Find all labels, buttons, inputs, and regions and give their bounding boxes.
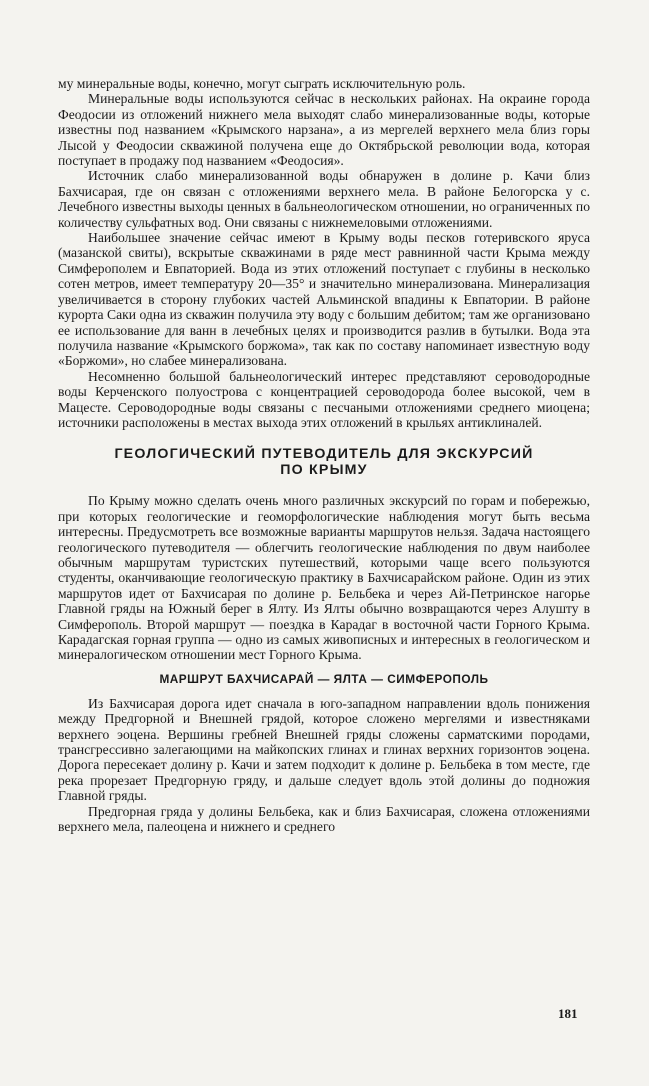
paragraph-excursions-intro: По Крыму можно сделать очень много различных экскурсий по горам и побережью, при которых геологические и геоморфологические наблюдения могут быть весьма интересны. Предусмотреть все возможные варианты маршрутов нельзя. Задача настоящего геологического путеводителя — облегчить геологические наблюдения по двум наиболее обычным маршрутам туристских путешествий, которыми чаще всего пользуются студенты, оканчивающие геологическую практику в Бахчисарайском районе. Один из этих маршрутов идет от Бахчисарая по долине р. Бельбека и через Ай-Петринское нагорье Главной гряды на Южный берег в Ялту. Из Ялты обычно возвращаются через Алушту в Симферополь. Второй маршрут — поездка в Карадаг в восточной части Горного Крыма. Карадагская горная группа — одно из самых живописных и интересных в геологическом и минералогическом отношении мест Горного Крыма. xyxy=(58,493,590,663)
page-number: 181 xyxy=(558,1006,578,1021)
paragraph-hauterivian-waters: Наибольшее значение сейчас имеют в Крыму воды песков готеривского яруса (мазанской свиты), вскрытые скважинами в ряде мест равнинной части Крыма между Симферополем и Евпаторией. Вода из этих отложений поступает с глубины в несколько сотен метров, имеет температуру 20—35° и значительно минерализована. Минерализация увеличивается в сторону глубоких частей Альминской впадины к Евпатории. В районе курорта Саки одна из скважин получила эту воду с большим дебитом; там же организовано ее использование для ванн в лечебных целях и производится разлив в бутылки. Вода эта получила название «Крымского боржома», так как по составу напоминает известную воду «Боржоми», но слабее минерализована. xyxy=(58,230,590,369)
paragraph-kacha-source: Источник слабо минерализованной воды обнаружен в долине р. Качи близ Бахчисарая, где он связан с отложениями верхнего мела. В районе Белогорска у с. Лечебного известны выходы ценных в бальнеологическом отношении, но ограниченных по количеству сульфатных вод. Они связаны с нижнемеловыми отложениями. xyxy=(58,168,590,230)
section-title xyxy=(58,446,590,478)
paragraph-route-description: Из Бахчисарая дорога идет сначала в юго-западном направлении вдоль понижения между Предгорной и Внешней грядой, которое сложено мергелями и известняками верхнего эоцена. Вершины гребней Внешней гряды сложены сарматскими породами, трансгрессивно залегающими на майкопских глинах и глинах верхних горизонтов эоцена. Дорога пересекает долину р. Качи и затем подходит к долине р. Бельбека в том месте, где река прорезает Предгорную гряду, и дальше следует вдоль этой долины до подножия Главной гряды. xyxy=(58,695,590,804)
paragraph-hydrogen-sulfide-waters: Несомненно большой бальнеологический интерес представляют сероводородные воды Керченского полуострова с концентрацией сероводорода более высокой, чем в Мацесте. Сероводородные воды связаны с песчаными отложениями среднего миоцена; источники расположены в местах выхода этих отложений в крыльях антиклиналей. xyxy=(58,368,590,430)
subsection-title: МАРШРУТ БАХЧИСАРАЙ — ЯЛТА — СИМФЕРОПОЛЬ xyxy=(159,671,489,686)
document-page xyxy=(58,76,590,834)
paragraph-mineral-waters: Минеральные воды используются сейчас в нескольких районах. На окраине города Феодосии из отложений нижнего мела выходят слабо минерализованные воды, которые известны под названием «Крымского нарзана», а из мергелей верхнего мела близ горы Лысой у Феодосии скважиной получена еще до Октябрьской революции вода, которая поступает в продажу под названием «Феодосия». xyxy=(58,91,590,169)
section-title-line2: ПО КРЫМУ xyxy=(280,462,368,479)
paragraph-foothill-ridge: Предгорная гряда у долины Бельбека, как и близ Бахчисарая, сложена отложениями верхнего мела, палеоцена и нижнего и среднего xyxy=(58,803,590,835)
paragraph-continuation: му минеральные воды, конечно, могут сыграть исключительную роль. xyxy=(58,76,466,91)
section-title-line1: ГЕОЛОГИЧЕСКИЙ ПУТЕВОДИТЕЛЬ ДЛЯ ЭКСКУРСИЙ xyxy=(114,446,534,463)
